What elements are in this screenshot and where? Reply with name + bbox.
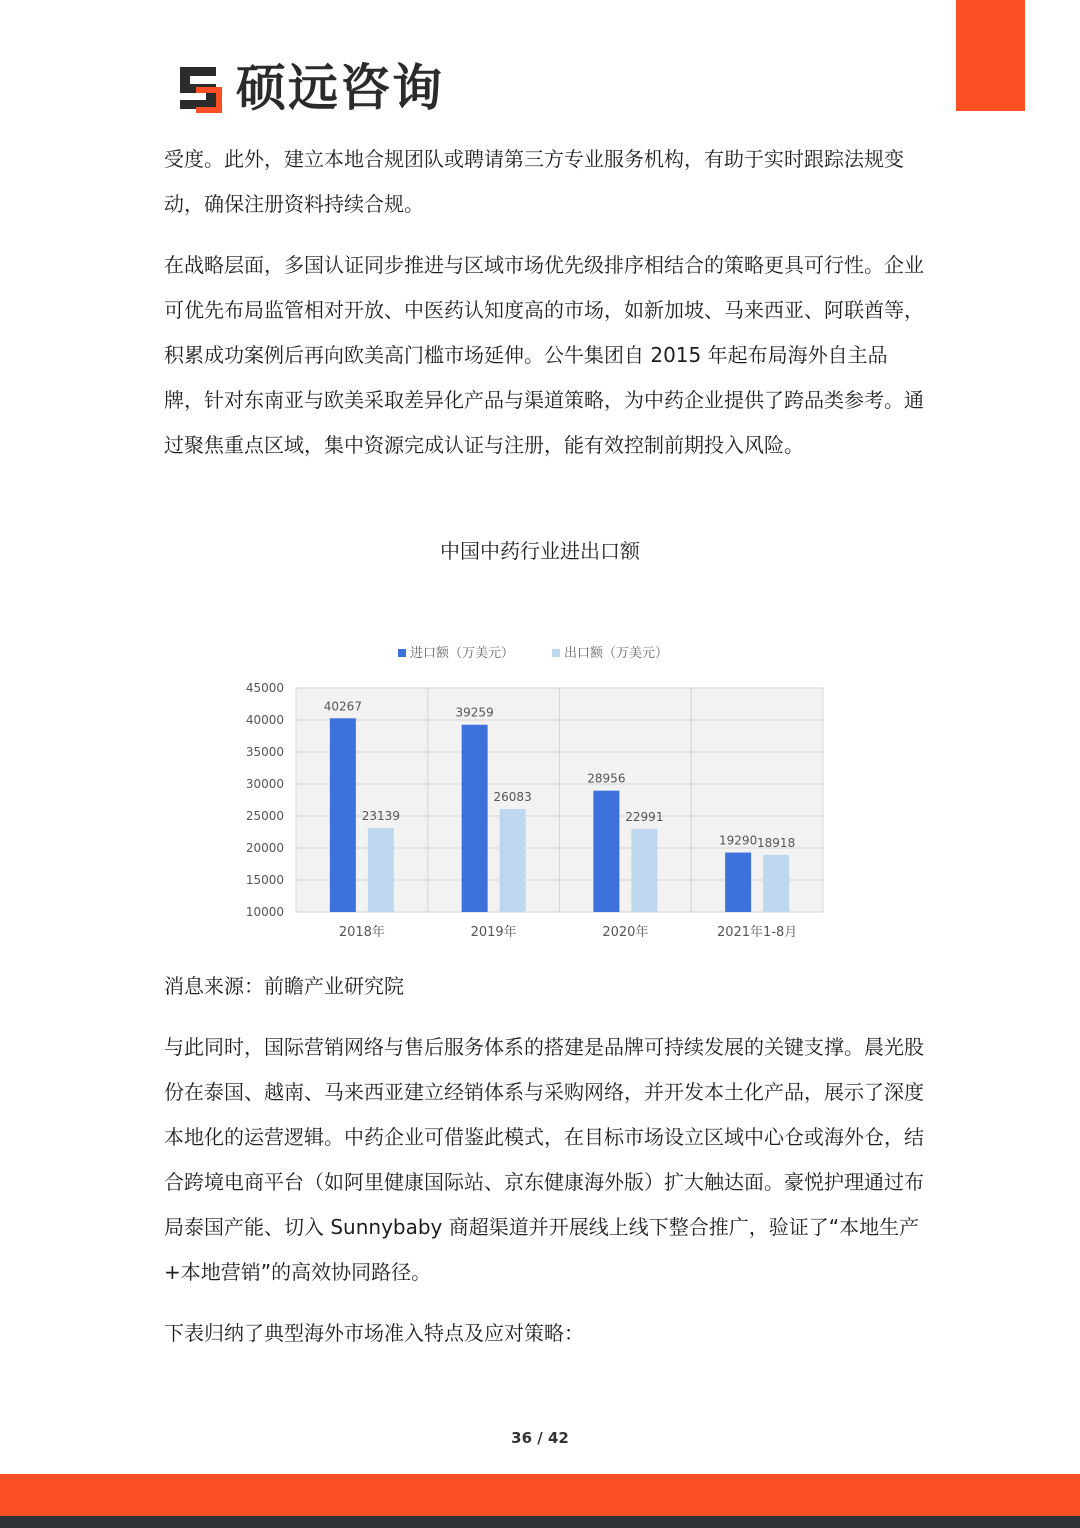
- import-data-label: 39259: [455, 705, 494, 720]
- y-tick-label: 25000: [245, 809, 284, 823]
- export-data-label: 18918: [757, 835, 796, 850]
- legend-export-label: 出口额（万美元）: [564, 646, 669, 661]
- y-tick-label: 35000: [245, 745, 284, 759]
- page-number: 36 / 42: [511, 1429, 569, 1447]
- corner-accent-tab: [956, 0, 1025, 111]
- brand-name: 硕远咨询: [236, 59, 444, 117]
- footer-dark-strip: [0, 1516, 1080, 1528]
- paragraph-strategy: 在战略层面，多国认证同步推进与区域市场优先级排序相结合的策略更具可行性。企业可优先布局监管相对开放、中医药认知度高的市场，如新加坡、马来西亚、阿联酋等，积累成功案例后再向欧美高门槛市场延伸。公牛集团自 2015 年起布局海外自主品牌，针对东南亚与欧美采取差异化产品与渠道策略，为中药企业提供了跨品类参考。通过聚焦重点区域，集中资源完成认证与注册，能有效控制前期投入风险。: [164, 253, 924, 457]
- legend-import-label: 进口额（万美元）: [410, 646, 515, 661]
- import-data-label: 40267: [323, 699, 362, 714]
- y-tick-label: 40000: [245, 713, 284, 727]
- export-bar: [763, 855, 789, 912]
- export-data-label: 23139: [361, 808, 400, 823]
- import-export-bar-chart: [230, 600, 840, 950]
- legend-export-swatch: [552, 649, 560, 657]
- y-tick-label: 30000: [245, 777, 284, 791]
- import-bar: [462, 725, 488, 912]
- x-category-label: 2021年1-8月: [716, 925, 798, 940]
- y-tick-label: 20000: [245, 841, 284, 855]
- import-bar: [593, 791, 619, 912]
- chart-caption: 中国中药行业进出口额: [440, 539, 640, 563]
- footer-accent-bar: [0, 1474, 1080, 1516]
- import-bar: [330, 718, 356, 912]
- export-bar: [368, 828, 394, 912]
- y-tick-label: 10000: [245, 905, 284, 919]
- y-tick-label: 15000: [245, 873, 284, 887]
- import-bar: [725, 853, 751, 912]
- y-tick-label: 45000: [245, 681, 284, 695]
- import-data-label: 28956: [587, 771, 626, 786]
- legend-import-swatch: [398, 649, 406, 657]
- import-data-label: 19290: [719, 833, 758, 848]
- brand-logo-icon: [176, 63, 226, 113]
- paragraph-compliance: 受度。此外，建立本地合规团队或聘请第三方专业服务机构，有助于实时跟踪法规变动，确保注册资料持续合规。: [164, 147, 904, 216]
- x-category-label: 2020年: [602, 925, 649, 940]
- paragraph-marketing-network: 与此同时，国际营销网络与售后服务体系的搭建是品牌可持续发展的关键支撑。晨光股份在泰国、越南、马来西亚建立经销体系与采购网络，并开发本土化产品，展示了深度本地化的运营逻辑。中药企业可借鉴此模式，在目标市场设立区域中心仓或海外仓，结合跨境电商平台（如阿里健康国际站、京东健康海外版）扩大触达面。豪悦护理通过布局泰国产能、切入 Sunnybaby 商超渠道并开展线上线下整合推广，验证了“本地生产+本地营销”的高效协同路径。: [164, 1035, 924, 1284]
- x-category-label: 2019年: [470, 925, 517, 940]
- brand-logo: [176, 58, 444, 118]
- export-bar: [500, 809, 526, 912]
- x-category-label: 2018年: [338, 925, 385, 940]
- export-data-label: 22991: [625, 809, 664, 824]
- paragraph-table-intro: 下表归纳了典型海外市场准入特点及应对策略：: [164, 1321, 584, 1345]
- chart-source-note: 消息来源：前瞻产业研究院: [164, 974, 404, 998]
- export-bar: [631, 829, 657, 912]
- export-data-label: 26083: [493, 790, 532, 805]
